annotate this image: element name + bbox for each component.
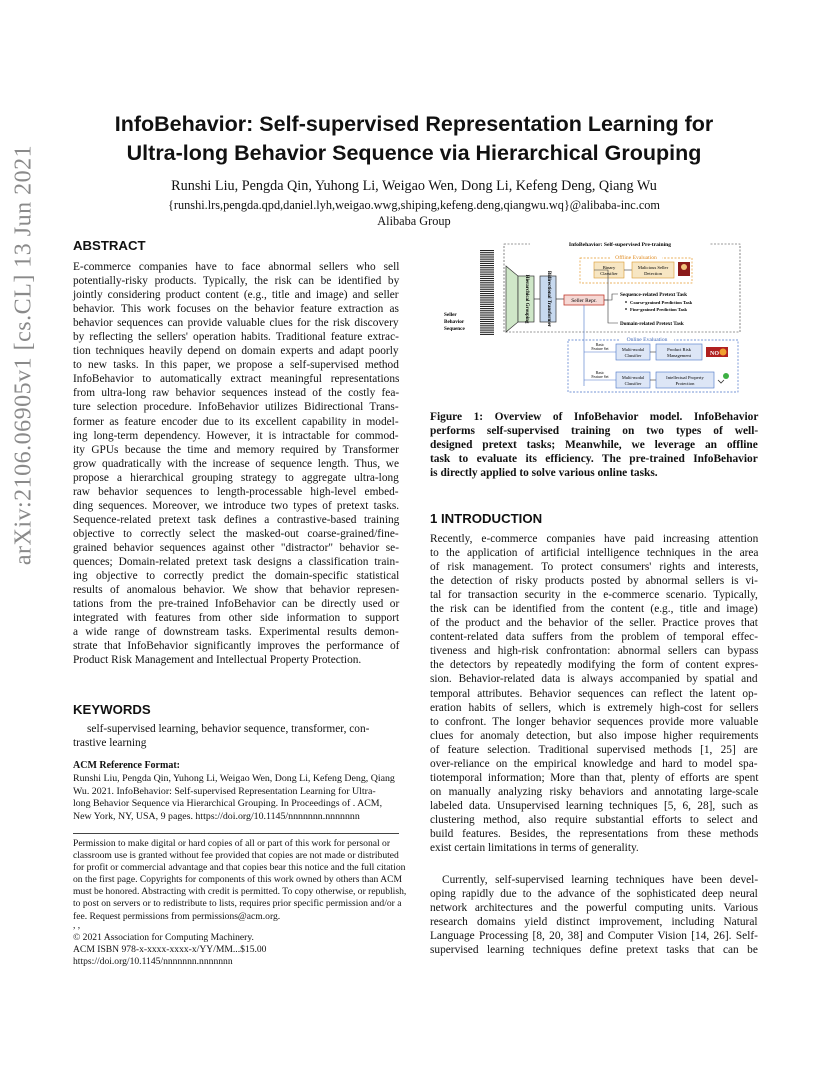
text-line: grow quadratically with the increase of sequence length. Thus, we	[73, 457, 399, 470]
sequence-bar	[480, 327, 494, 328]
text-line: supervised learning techniques define pretext tasks that can be	[430, 944, 758, 957]
sequence-bar	[480, 287, 494, 288]
mm-2b: Classifier	[624, 381, 642, 386]
sequence-bar	[480, 272, 494, 273]
text-line: the risk can be identified from the content (e.g., title and image)	[430, 603, 758, 616]
ipp-label-1: Intellectual Property	[666, 375, 704, 380]
seller-repr-label: Seller Repr.	[571, 298, 597, 304]
basic-feat-1b: Feature Set	[591, 347, 609, 351]
text-line: Currently, self-supervised learning techniques have been devel-	[442, 874, 759, 886]
text-line: clustering method, also require substantial efforts to select and	[430, 813, 758, 826]
sequence-bar	[480, 291, 494, 292]
sequence-bar	[480, 302, 494, 303]
sequence-bar	[480, 306, 494, 307]
transformer-label: Bidirectional Transformer	[546, 270, 551, 328]
publication-info	[73, 920, 407, 968]
sequence-bar	[480, 269, 494, 270]
text-line: behavior sequences can provide valuable clues for the risk discovery	[73, 317, 399, 330]
text-line: build features. Besides, the representations from these methods	[430, 827, 759, 840]
pretraining-label: InfoBehavior: Self-supervised Pre-training	[568, 242, 672, 248]
prm-label-2: Management	[667, 353, 691, 358]
text-line: potentially-risky products. Typically, the risk can be identified by	[73, 275, 400, 288]
text-line: research domains yield distinct improvement, including Natural	[430, 916, 758, 929]
text-line: raw behavior sequences to length-processable high-level embed-	[73, 485, 399, 498]
seller-seq-label-2: Behavior	[444, 319, 465, 325]
text-line: tion techniques heavily depend on domain experts and adapt poorly	[73, 345, 399, 358]
mm-1a: Multi-modal	[621, 347, 645, 352]
binary-label-1: Binary	[602, 265, 616, 270]
text-line: oping rapidly due to the advance of the sophisticated deep neural	[430, 888, 758, 901]
isbn-line: ACM ISBN 978-x-xxxx-xxxx-x/YY/MM...$15.00	[73, 944, 267, 956]
text-line: for profit or commercial advantage and that copies bear this notice and the full citation	[73, 862, 406, 874]
text-line: grained behavior sequences against other "distractor" behavior se-	[73, 541, 399, 554]
sequence-bar	[480, 284, 494, 285]
malicious-label-1: Malicious Seller	[637, 265, 669, 270]
sequence-bar	[480, 254, 494, 255]
basic-feat-1a: Basic	[595, 343, 605, 347]
text-line: from ultra-long raw behavior sequences instead of the costly fea-	[73, 387, 400, 400]
text-line: jointly considering product content (e.g., title and image) and seller	[73, 289, 399, 302]
text-line: by reflecting the sellers' operation habits. Traditional feature extrac-	[73, 331, 399, 344]
sequence-bar	[480, 259, 494, 260]
footnote-rule	[73, 833, 399, 834]
text-line: E-commerce companies have to face abnormal sellers who sell	[73, 261, 400, 273]
text-line: eration habits of sellers, which is extremely high-cost for sellers	[430, 701, 759, 714]
seq-task-label: Sequence-related Pretext Task	[620, 292, 687, 298]
author-emails: {runshi.lrs,pengda.qpd,daniel.lyh,weigao.wwg,shiping,kefeng.deng,qiangwu.wq}@alibaba-inc.com	[167, 198, 660, 212]
text-line: of feature selection. Traditional supervised methods [1, 25] are	[430, 743, 758, 756]
text-line: is directly applied to solve various online tasks.	[430, 467, 658, 480]
affiliation: Alibaba Group	[377, 214, 451, 228]
text-line: Sequence-related pretext task defines a contrastive-based training	[73, 513, 400, 526]
text-line: content-related data suffers from the problem of temporal effec-	[430, 631, 758, 644]
publication-dots: , ,	[73, 920, 81, 931]
figure-1-diagram	[440, 236, 758, 394]
text-line: must be honored. Abstracting with credit is permitted. To copy otherwise, or republish,	[73, 886, 407, 898]
sequence-bar	[480, 289, 494, 290]
sequence-bar	[480, 330, 494, 331]
text-line: exist certain limitations in terms of generality.	[430, 842, 639, 855]
text-line: on manually analyzing risky behaviors and annotating large-scale	[430, 785, 759, 798]
text-line: temporal attributes. Behavior sequences can reflect the latent op-	[430, 687, 758, 700]
text-line: strate that InfoBehavior significantly improves the performance of	[73, 640, 400, 653]
mm-2a: Multi-modal	[621, 375, 645, 380]
sequence-bar	[480, 252, 494, 253]
text-line: on the first page. Copyrights for components of this work owned by others than ACM	[73, 874, 403, 886]
no-sign-label: NO	[710, 351, 719, 357]
sequence-bar	[480, 256, 494, 257]
sequence-bar	[480, 295, 494, 296]
text-line: results of anomalous behavior. We show that behavior represen-	[73, 584, 400, 597]
text-line: to post on servers or to redistribute to lists, requires prior specific permission and/or a	[73, 898, 402, 910]
text-line: designed pretext tasks; Meanwhile, we leverage an offline	[430, 439, 758, 452]
sequence-bar	[480, 299, 494, 300]
acm-reference-body	[73, 773, 407, 823]
text-line: fee. Request permissions from permissions@acm.org.	[73, 910, 281, 922]
text-line: behavior. This work focuses on the behavior feature extraction as	[73, 303, 399, 316]
text-line: to the application of artificial intelligence techniques in the area	[430, 547, 759, 560]
sequence-bar	[480, 334, 494, 335]
text-line: labeled data. Unsupervised learning techniques [5, 6, 28], such as	[430, 799, 759, 812]
sequence-bar	[480, 263, 494, 264]
text-line: Runshi Liu, Pengda Qin, Yuhong Li, Weigao Wen, Dong Li, Kefeng Deng, Qiang	[73, 773, 395, 784]
text-line: InfoBehavior to automatically extract meaningful representations	[73, 373, 400, 386]
figure-1-caption	[430, 410, 758, 480]
text-line: ding sequences. Moreover, we introduce two types of pretext tasks.	[73, 499, 400, 512]
sequence-bar	[480, 317, 494, 318]
text-line: ture selection procedure. InfoBehavior utilizes Bidirectional Trans-	[73, 401, 399, 414]
sequence-bars-icon	[480, 250, 494, 335]
sequence-bar	[480, 297, 494, 298]
title-line-1: InfoBehavior: Self-supervised Representation Learning for	[114, 112, 714, 136]
keywords-body	[73, 722, 399, 750]
keywords-line-1: self-supervised learning, behavior sequence, transformer, con-	[87, 723, 370, 735]
author-list: Runshi Liu, Pengda Qin, Yuhong Li, Weigao Wen, Dong Li, Kefeng Deng, Qiang Wu	[171, 178, 657, 194]
sequence-bar	[480, 315, 494, 316]
domain-task-label: Domain-related Pretext Task	[620, 321, 684, 327]
sequence-bar	[480, 319, 494, 320]
mm-1b: Classifier	[624, 353, 642, 358]
text-line: the detection of risky products posted by abnormal sellers is vi-	[430, 575, 758, 588]
binary-label-2: Classifier	[600, 271, 618, 276]
text-line: Permission to make digital or hard copies of all or part of this work for personal or	[73, 838, 391, 849]
text-line: ing long-term dependency. However, it is intractable for commod-	[73, 429, 399, 442]
text-line: of risk management. To protect consumers' rights and interests,	[430, 561, 759, 574]
text-line: network architectures and the powerful computing units. Various	[430, 902, 759, 915]
text-line: tiveness and high-risk confrontation: abnormal sellers can bypass	[430, 645, 759, 658]
sequence-bar	[480, 276, 494, 277]
text-line: sion. Behavior-related data is always accompanied by spatial and	[430, 673, 758, 686]
basic-feat-2a: Basic	[595, 371, 605, 375]
offline-label: Offline Evaluation	[615, 255, 657, 261]
malicious-label-2: Detection	[644, 271, 662, 276]
text-line: task to evaluate its efficiency. The pre-trained InfoBehavior	[430, 453, 758, 466]
sequence-bar	[480, 278, 494, 279]
text-line: ing objective to correctly predict the domain-specific statistical	[73, 570, 400, 583]
text-line: tal for transaction security in the e-commerce scenario. Typically,	[430, 589, 758, 602]
risk-dot-icon	[720, 349, 727, 356]
doi-link[interactable]: https://doi.org/10.1145/nnnnnnn.nnnnnnn	[73, 956, 233, 968]
grouping-trapezoid	[506, 266, 518, 332]
ipp-label-2: Protection	[675, 381, 695, 386]
text-line: Language Processing [8, 20, 38] and Computer Vision [14, 26]. Self-	[430, 930, 758, 943]
sequence-bar	[480, 265, 494, 266]
permission-notice	[73, 838, 407, 923]
text-line: clues for anomaly detection, but also impose higher requirements	[430, 729, 759, 742]
text-line: over-reliance on the empirical knowledge and hard to model spa-	[430, 757, 758, 770]
grouping-label: Hierarchical Grouping	[524, 274, 529, 324]
text-line: to new tasks. In this paper, we propose a self-supervised method	[73, 359, 399, 372]
sequence-bar	[480, 250, 494, 251]
text-line: long Behavior Sequence via Hierarchical Grouping. In Proceedings of . ACM,	[73, 798, 383, 810]
text-line: New York, NY, USA, 9 pages. https://doi.org/10.1145/nnnnnnn.nnnnnnn	[73, 810, 360, 822]
text-line: a wide range of downstream tasks. Experimental results demon-	[73, 626, 399, 639]
coarse-task-label: Coarse-grained Prediction Task	[630, 300, 693, 305]
sequence-bar	[480, 332, 494, 333]
sequence-bar	[480, 267, 494, 268]
text-line: quences; Domain-related pretext task designs a classification train-	[73, 555, 399, 568]
sequence-bar	[480, 325, 494, 326]
introduction-body	[430, 532, 758, 855]
ip-protection-icon	[723, 373, 729, 379]
seller-face-icon	[681, 264, 687, 270]
introduction-heading: 1 INTRODUCTION	[430, 511, 543, 526]
text-line: former as feature encoder due to its excellent capability in model-	[73, 415, 399, 428]
ip-check-icon	[718, 380, 724, 383]
text-line: ity GPUs because the time and memory required by Transformer	[73, 443, 399, 456]
text-line: the detectors by repeatedly modifying the form of content expres-	[430, 659, 759, 672]
text-line: propose a hierarchical grouping strategy to aggregate ultra-long	[73, 471, 399, 484]
sequence-bar	[480, 280, 494, 281]
sequence-bar	[480, 323, 494, 324]
title-line-2: Ultra-long Behavior Sequence via Hierarchical Grouping	[126, 141, 702, 165]
text-line: Wu. 2021. InfoBehavior: Self-supervised Representation Learning for Ultra-	[73, 785, 376, 797]
keywords-heading: KEYWORDS	[73, 702, 151, 717]
text-line: Product Risk Management and Intellectual Property Protection.	[73, 654, 362, 667]
text-line: classroom use is granted without fee provided that copies are not made or distributed	[73, 850, 399, 862]
sequence-bar	[480, 261, 494, 262]
sequence-bar	[480, 293, 494, 294]
abstract-body	[73, 260, 399, 667]
sequence-bar	[480, 312, 494, 313]
text-line: objective to correctly select the masked-out coarse-grained/fine-	[73, 527, 399, 540]
prm-label-1: Product Risk	[667, 347, 691, 352]
keywords-line-2: trastive learning	[73, 737, 147, 750]
acm-reference-heading: ACM Reference Format:	[73, 760, 180, 771]
copyright-line: © 2021 Association for Computing Machinery.	[73, 932, 254, 944]
text-line: to confront. The longer behavior sequences provide more valuable	[430, 715, 759, 728]
basic-feat-2b: Feature Set	[591, 375, 609, 379]
text-line: tiotemporal information; More than that, plenty of efforts are spent	[430, 771, 759, 784]
seller-seq-label-1: Seller	[444, 312, 457, 318]
text-line: of the product and the behavior of the seller. Practice proves that	[430, 617, 758, 630]
sequence-bar	[480, 274, 494, 275]
fine-task-label: Fine-grained Prediction Task	[630, 307, 688, 312]
seller-seq-label-3: Sequence	[444, 326, 465, 332]
text-line: Recently, e-commerce companies have paid increasing attention	[430, 533, 759, 545]
text-line: Figure 1: Overview of InfoBehavior model. InfoBehavior	[430, 411, 759, 423]
sequence-bar	[480, 310, 494, 311]
text-line: performs self-supervised training on two types of well-	[430, 425, 759, 438]
sequence-bar	[480, 282, 494, 283]
text-line: tations from the pre-trained InfoBehavior can be directly used or	[73, 598, 400, 611]
online-label: Online Evaluation	[626, 337, 668, 343]
sequence-bar	[480, 321, 494, 322]
sequence-bar	[480, 304, 494, 305]
arxiv-id: arXiv:2106.06905v1 [cs.CL] 13 Jun 2021	[10, 144, 37, 566]
introduction-para-2	[430, 873, 758, 957]
abstract-heading: ABSTRACT	[73, 238, 146, 253]
paper-title	[60, 110, 768, 168]
sequence-bar	[480, 308, 494, 309]
text-line: integrated with features from other side information to support	[73, 612, 400, 625]
